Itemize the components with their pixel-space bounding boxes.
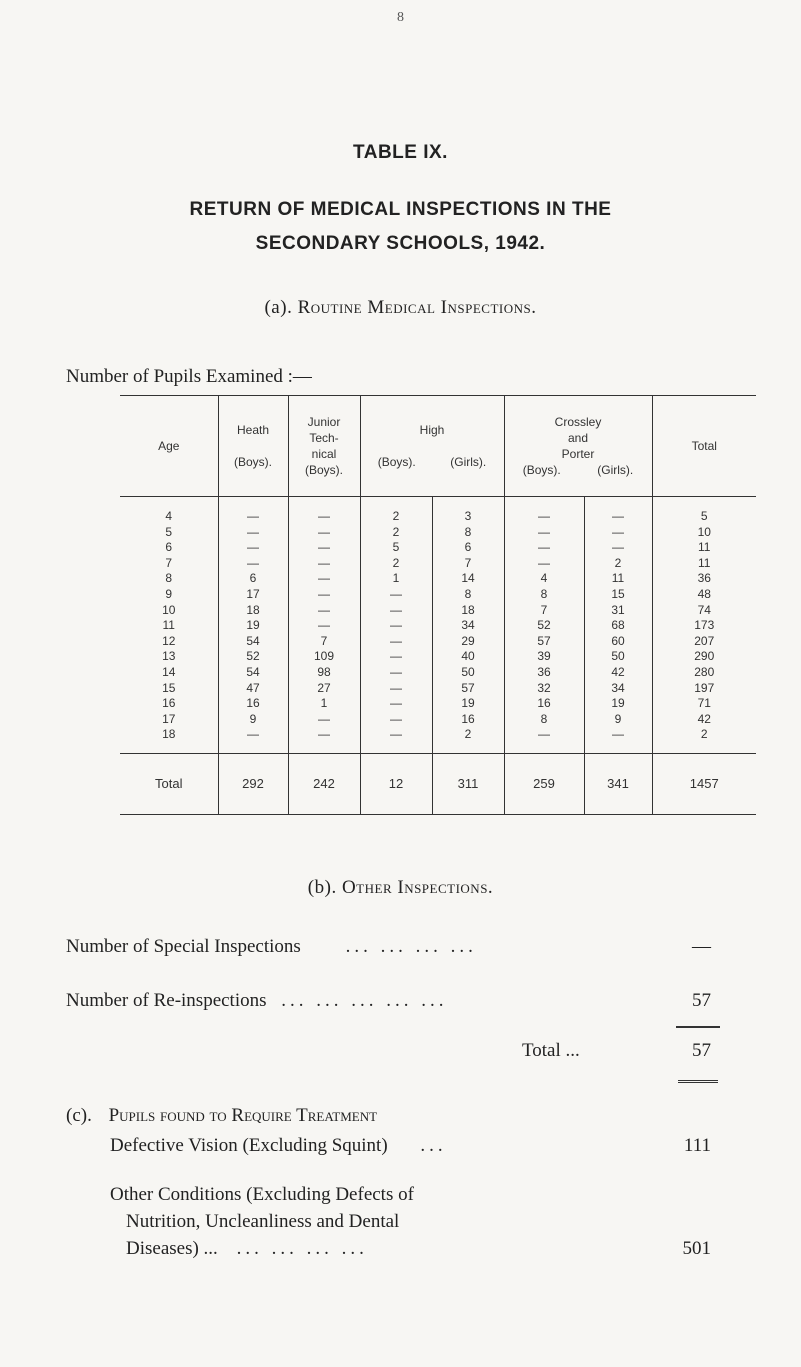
table-cell: 2 <box>652 727 756 753</box>
table-cell: 47 <box>218 681 288 697</box>
table-cell: — <box>218 540 288 556</box>
table-cell: — <box>584 540 652 556</box>
table-cell: 7 <box>432 556 504 572</box>
other-conditions-value: 501 <box>682 1238 711 1259</box>
totals-cell: 1457 <box>652 753 756 814</box>
header-crossley-girls: (Girls). <box>597 463 634 477</box>
defective-vision-value: 111 <box>683 1135 711 1156</box>
leader-dots: ... ... ... ... <box>236 1238 368 1259</box>
table-row <box>120 556 756 572</box>
section-b-total-label: Total ... <box>522 1040 580 1061</box>
defective-vision-label: Defective Vision (Excluding Squint) ... <box>110 1135 447 1156</box>
table-cell: 11 <box>584 571 652 587</box>
totals-cell: 242 <box>288 753 360 814</box>
table-cell: 40 <box>432 649 504 665</box>
table-row <box>120 497 756 525</box>
table-cell: 50 <box>584 649 652 665</box>
table-cell: 9 <box>584 712 652 728</box>
table-cell: 17 <box>120 712 218 728</box>
table-cell: — <box>288 571 360 587</box>
table-cell: 32 <box>537 680 551 695</box>
table-cell: 16 <box>120 696 218 712</box>
table-cell: 13 <box>120 649 218 665</box>
inspections-table <box>120 396 756 815</box>
table-cell: — <box>584 525 652 541</box>
table-cell: 3 <box>432 497 504 525</box>
section-a-marker: (a). <box>264 297 293 318</box>
table-cell: 8 <box>432 587 504 603</box>
table-cell: 207 <box>694 633 715 648</box>
table-cell: — <box>218 727 288 753</box>
table-cell: 280 <box>694 664 715 679</box>
table-cell: 7 <box>540 602 548 617</box>
totals-cell: Total <box>120 753 218 814</box>
table-cell: — <box>390 696 402 711</box>
table-row <box>120 603 756 619</box>
totals-row <box>120 753 756 814</box>
table-cell: — <box>538 524 550 539</box>
table-cell: 71 <box>697 696 711 711</box>
table-cell: — <box>538 540 550 555</box>
table-cell: 19 <box>584 696 652 712</box>
header-high-girls: (Girls). <box>450 455 487 469</box>
table-cell: 19 <box>218 618 288 634</box>
table-cell: 6 <box>218 571 288 587</box>
table-cell: 34 <box>584 681 652 697</box>
table-cell: 31 <box>584 603 652 619</box>
table-cell: — <box>390 618 402 633</box>
table-row <box>120 571 756 587</box>
table-cell: 52 <box>218 649 288 665</box>
table-row <box>120 727 756 753</box>
reinspections-label: Number of Re-inspections ... ... ... ... ... <box>66 990 448 1011</box>
table-cell: 50 <box>432 665 504 681</box>
section-b-title: Other Inspections. <box>341 877 494 898</box>
table-cell: 197 <box>694 680 715 695</box>
table-cell: 34 <box>432 618 504 634</box>
table-cell: 6 <box>432 540 504 556</box>
header-age: Age <box>120 396 218 497</box>
table-cell: 11 <box>698 540 711 555</box>
table-cell: — <box>390 649 402 664</box>
table-cell: — <box>288 727 360 753</box>
table-cell: 8 <box>120 571 218 587</box>
table-cell: — <box>390 602 402 617</box>
table-row <box>120 540 756 556</box>
header-heath: Heath (Boys). <box>218 396 288 497</box>
table-cell: 5 <box>700 509 708 523</box>
leader-dots: ... <box>420 1135 447 1156</box>
table-cell: 57 <box>537 633 551 648</box>
double-rule <box>678 1080 718 1083</box>
table-cell: — <box>218 525 288 541</box>
table-cell: 12 <box>120 634 218 650</box>
table-cell: — <box>288 540 360 556</box>
table-cell: 2 <box>392 555 400 570</box>
table-cell: — <box>390 664 402 679</box>
table-cell: 39 <box>537 649 551 664</box>
table-cell: 48 <box>697 586 711 601</box>
table-cell: — <box>288 497 360 525</box>
leader-dots: ... ... ... ... <box>345 936 477 957</box>
table-cell: 6 <box>120 540 218 556</box>
table-row <box>120 649 756 665</box>
table-cell: 15 <box>584 587 652 603</box>
table-cell: 29 <box>432 634 504 650</box>
table-cell: 11 <box>120 618 218 634</box>
table-cell: 8 <box>540 711 548 726</box>
table-cell: 60 <box>584 634 652 650</box>
table-cell: 52 <box>537 618 551 633</box>
table-cell: — <box>390 711 402 726</box>
header-total: Total <box>652 396 756 497</box>
table-cell: 42 <box>697 711 711 726</box>
table-cell: 10 <box>120 603 218 619</box>
table-cell: 16 <box>218 696 288 712</box>
table-row <box>120 696 756 712</box>
table-cell: 1 <box>288 696 360 712</box>
table-row <box>120 525 756 541</box>
totals-cell: 259 <box>504 753 584 814</box>
table-cell: 36 <box>537 664 551 679</box>
table-cell: 15 <box>120 681 218 697</box>
special-inspections-label: Number of Special Inspections ... ... ... ... <box>66 936 477 957</box>
header-junior-technical: Junior Tech- nical (Boys). <box>288 396 360 497</box>
totals-cell: 341 <box>584 753 652 814</box>
table-cell: 18 <box>120 727 218 753</box>
table-cell: — <box>288 603 360 619</box>
table-cell: 9 <box>120 587 218 603</box>
other-conditions-line-1: Other Conditions (Excluding Defects of <box>110 1184 414 1205</box>
table-row <box>120 587 756 603</box>
table-cell: 18 <box>218 603 288 619</box>
table-cell: 7 <box>120 556 218 572</box>
table-cell: 54 <box>218 634 288 650</box>
page-number: 8 <box>397 10 404 25</box>
table-cell: 68 <box>584 618 652 634</box>
table-cell: 7 <box>288 634 360 650</box>
totals-cell: 311 <box>432 753 504 814</box>
table-cell: 2 <box>392 524 400 539</box>
table-cell: 4 <box>120 497 218 525</box>
table-cell: 1 <box>392 571 400 586</box>
table-cell: — <box>288 618 360 634</box>
table-cell: 173 <box>694 618 715 633</box>
header-high: High (Boys). (Girls). <box>360 396 504 497</box>
table-cell: 290 <box>694 649 715 664</box>
table-cell: 16 <box>432 712 504 728</box>
table-header <box>120 396 756 497</box>
leader-dots: ... ... ... ... ... <box>281 990 448 1011</box>
table-cell: 5 <box>392 540 400 555</box>
header-crossley-porter: Crossley and Porter (Boys). (Girls). <box>504 396 652 497</box>
section-c-title: Pupils found to Require Treatment <box>108 1105 378 1126</box>
table-cell: 19 <box>432 696 504 712</box>
table-cell: 11 <box>698 555 711 570</box>
table-cell: — <box>288 712 360 728</box>
table-cell: 4 <box>540 571 548 586</box>
table-cell: 10 <box>697 524 711 539</box>
table-cell: 74 <box>697 602 711 617</box>
table-title: TABLE IX. <box>353 142 448 163</box>
table-cell: — <box>390 680 402 695</box>
table-cell: 2 <box>584 556 652 572</box>
table-cell: 36 <box>697 571 711 586</box>
section-a-heading <box>0 297 801 319</box>
table-row <box>120 665 756 681</box>
section-c-heading <box>66 1105 377 1127</box>
table-cell: 2 <box>392 509 400 523</box>
table-cell: 109 <box>288 649 360 665</box>
table-cell: — <box>390 633 402 648</box>
table-row <box>120 634 756 650</box>
table-body <box>120 497 756 754</box>
table-cell: 17 <box>218 587 288 603</box>
report-title-line-2: SECONDARY SCHOOLS, 1942. <box>255 233 546 254</box>
table-cell: — <box>504 727 584 753</box>
totals-cell: 12 <box>360 753 432 814</box>
report-title-line-1: RETURN OF MEDICAL INSPECTIONS IN THE <box>189 199 612 220</box>
table-cell: — <box>390 586 402 601</box>
table-cell: 8 <box>432 525 504 541</box>
table-row <box>120 681 756 697</box>
pupils-examined-label: Number of Pupils Examined :— <box>66 366 312 387</box>
table-cell: — <box>360 727 432 753</box>
table-cell: — <box>288 587 360 603</box>
table-row <box>120 618 756 634</box>
table-cell: — <box>584 497 652 525</box>
table-cell: — <box>538 555 550 570</box>
table-cell: 14 <box>120 665 218 681</box>
table-cell: — <box>218 556 288 572</box>
table-cell: 18 <box>432 603 504 619</box>
section-c-marker: (c). <box>66 1105 92 1126</box>
table-cell: — <box>584 727 652 753</box>
table-cell: 16 <box>537 696 551 711</box>
table-row <box>120 712 756 728</box>
table-cell: — <box>538 509 550 523</box>
table-cell: — <box>218 497 288 525</box>
header-crossley-boys: (Boys). <box>522 463 561 477</box>
table-cell: 57 <box>432 681 504 697</box>
table-cell: 2 <box>432 727 504 753</box>
table-cell: 54 <box>218 665 288 681</box>
table-cell: — <box>288 525 360 541</box>
header-high-boys: (Boys). <box>377 455 416 469</box>
table-cell: 5 <box>120 525 218 541</box>
special-inspections-value: — <box>692 936 711 957</box>
totals-cell: 292 <box>218 753 288 814</box>
table-cell: 14 <box>432 571 504 587</box>
section-b-total-value: 57 <box>692 1040 711 1061</box>
table-cell: 98 <box>288 665 360 681</box>
reinspections-value: 57 <box>692 990 711 1011</box>
table-cell: 8 <box>540 586 548 601</box>
table-cell: 27 <box>288 681 360 697</box>
table-cell: 42 <box>584 665 652 681</box>
other-conditions-line-3: Diseases) ... ... ... ... ... <box>126 1238 368 1259</box>
section-a-title: Routine Medical Inspections. <box>297 297 537 318</box>
other-conditions-line-2: Nutrition, Uncleanliness and Dental <box>126 1211 400 1232</box>
sum-rule <box>676 1026 720 1028</box>
section-b-heading <box>0 877 801 899</box>
table-cell: 9 <box>218 712 288 728</box>
table-cell: — <box>288 556 360 572</box>
section-b-marker: (b). <box>307 877 337 898</box>
